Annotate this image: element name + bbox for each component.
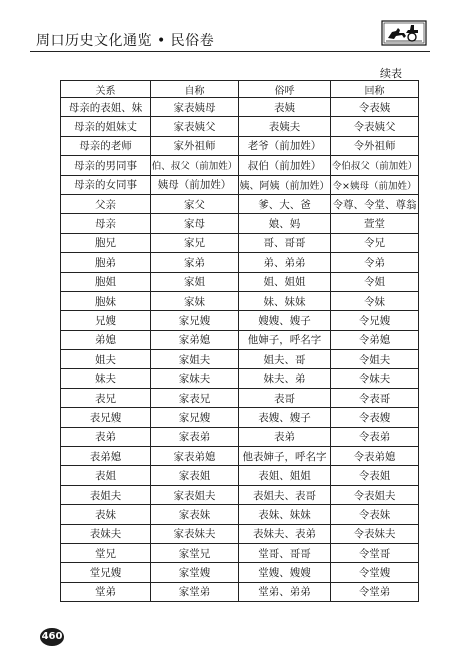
- self-reference-cell: 家兄嫂: [151, 408, 239, 427]
- reply-address-cell: 令堂嫂: [331, 563, 419, 582]
- column-header-self-reference: 自称: [151, 81, 239, 98]
- reply-address-cell: 令兄嫂: [331, 311, 419, 330]
- self-reference-cell: 家姐夫: [151, 350, 239, 369]
- self-reference-cell: 家表弟: [151, 427, 239, 446]
- reply-address-cell: 令表妹: [331, 505, 419, 524]
- reply-address-cell: 令×姨母（前加姓）: [331, 175, 419, 194]
- self-reference-cell: 家表姨母: [151, 98, 239, 117]
- table-row: [61, 214, 419, 233]
- reply-address-cell: 令姐: [331, 272, 419, 291]
- relation-cell: 表姐夫: [61, 485, 151, 504]
- common-address-cell: 表姨: [239, 98, 331, 117]
- horse-cart-logo-icon: [380, 18, 428, 48]
- reply-address-cell: 令伯叔父（前加姓）: [331, 156, 419, 175]
- common-address-cell: 姐、姐姐: [239, 272, 331, 291]
- table-row: [61, 466, 419, 485]
- relation-cell: 母亲的老师: [61, 136, 151, 155]
- table-row: [61, 175, 419, 194]
- table-row: [61, 350, 419, 369]
- header-rule: [30, 51, 430, 52]
- self-reference-cell: 伯、叔父（前加姓）: [151, 156, 239, 175]
- relation-cell: 表姐: [61, 466, 151, 485]
- relation-cell: 母亲: [61, 214, 151, 233]
- common-address-cell: 姨、阿姨（前加姓）: [239, 175, 331, 194]
- reply-address-cell: 令妹: [331, 291, 419, 310]
- self-reference-cell: 家表兄: [151, 388, 239, 407]
- column-header-common-address: 俗呼: [239, 81, 331, 98]
- relation-cell: 弟媳: [61, 330, 151, 349]
- reply-address-cell: 令表姨父: [331, 117, 419, 136]
- self-reference-cell: 家表妹夫: [151, 524, 239, 543]
- reply-address-cell: 令表姐夫: [331, 485, 419, 504]
- relation-cell: 堂弟: [61, 582, 151, 601]
- table-row: [61, 291, 419, 310]
- table-row: [61, 233, 419, 252]
- common-address-cell: 表嫂、嫂子: [239, 408, 331, 427]
- reply-address-cell: 令外祖师: [331, 136, 419, 155]
- table-header-row: [61, 81, 419, 98]
- table-row: [61, 427, 419, 446]
- reply-address-cell: 令妹夫: [331, 369, 419, 388]
- relation-cell: 胞弟: [61, 253, 151, 272]
- self-reference-cell: 家弟媳: [151, 330, 239, 349]
- reply-address-cell: 令表姨: [331, 98, 419, 117]
- table-row: [61, 330, 419, 349]
- table-row: [61, 447, 419, 466]
- relation-cell: 胞妹: [61, 291, 151, 310]
- reply-address-cell: 令表嫂: [331, 408, 419, 427]
- continued-label: 续表: [380, 67, 402, 80]
- relation-cell: 表兄嫂: [61, 408, 151, 427]
- common-address-cell: 表妹夫、表弟: [239, 524, 331, 543]
- relation-cell: 兄嫂: [61, 311, 151, 330]
- table-row: [61, 311, 419, 330]
- table-row: [61, 505, 419, 524]
- common-address-cell: 表妹、妹妹: [239, 505, 331, 524]
- common-address-cell: 叔伯（前加姓）: [239, 156, 331, 175]
- reply-address-cell: 令表弟: [331, 427, 419, 446]
- reply-address-cell: 令堂弟: [331, 582, 419, 601]
- reply-address-cell: 令姐夫: [331, 350, 419, 369]
- kinship-terms-table: [60, 80, 419, 602]
- relation-cell: 母亲的男同事: [61, 156, 151, 175]
- common-address-cell: 他表婶子，呼名字: [239, 447, 331, 466]
- column-header-reply-address: 回称: [331, 81, 419, 98]
- table-row: [61, 369, 419, 388]
- self-reference-cell: 家表姨父: [151, 117, 239, 136]
- self-reference-cell: 家堂弟: [151, 582, 239, 601]
- self-reference-cell: 家妹夫: [151, 369, 239, 388]
- table-row: [61, 117, 419, 136]
- table-row: [61, 543, 419, 562]
- table-row: [61, 156, 419, 175]
- common-address-cell: 他婶子，呼名字: [239, 330, 331, 349]
- table-row: [61, 272, 419, 291]
- self-reference-cell: 家妹: [151, 291, 239, 310]
- self-reference-cell: 家表妹: [151, 505, 239, 524]
- kinship-table-container: [60, 80, 418, 602]
- reply-address-cell: 令表弟媳: [331, 447, 419, 466]
- self-reference-cell: 家堂嫂: [151, 563, 239, 582]
- page-header: [0, 0, 450, 56]
- relation-cell: 姐夫: [61, 350, 151, 369]
- relation-cell: 表弟: [61, 427, 151, 446]
- common-address-cell: 表弟: [239, 427, 331, 446]
- table-row: [61, 136, 419, 155]
- page-number-badge: 460: [40, 628, 64, 646]
- table-row: [61, 563, 419, 582]
- common-address-cell: 表哥: [239, 388, 331, 407]
- self-reference-cell: 家兄嫂: [151, 311, 239, 330]
- self-reference-cell: 家表姐: [151, 466, 239, 485]
- relation-cell: 胞姐: [61, 272, 151, 291]
- self-reference-cell: 家弟: [151, 253, 239, 272]
- self-reference-cell: 家堂兄: [151, 543, 239, 562]
- self-reference-cell: 姨母（前加姓）: [151, 175, 239, 194]
- common-address-cell: 堂弟、弟弟: [239, 582, 331, 601]
- common-address-cell: 哥、哥哥: [239, 233, 331, 252]
- reply-address-cell: 令表哥: [331, 388, 419, 407]
- book-title: 周口历史文化通览 • 民俗卷: [36, 33, 215, 49]
- common-address-cell: 表姨夫: [239, 117, 331, 136]
- reply-address-cell: 令表妹夫: [331, 524, 419, 543]
- common-address-cell: 爹、大、爸: [239, 194, 331, 213]
- column-header-relation: 关系: [61, 81, 151, 98]
- reply-address-cell: 令尊、令堂、尊翁: [331, 194, 419, 213]
- relation-cell: 胞兄: [61, 233, 151, 252]
- table-row: [61, 408, 419, 427]
- relation-cell: 表妹: [61, 505, 151, 524]
- relation-cell: 堂兄: [61, 543, 151, 562]
- relation-cell: 母亲的表姐、妹: [61, 98, 151, 117]
- reply-address-cell: 令表姐: [331, 466, 419, 485]
- common-address-cell: 妹夫、弟: [239, 369, 331, 388]
- reply-address-cell: 令弟: [331, 253, 419, 272]
- self-reference-cell: 家表弟媳: [151, 447, 239, 466]
- reply-address-cell: 令弟媳: [331, 330, 419, 349]
- common-address-cell: 表姐、姐姐: [239, 466, 331, 485]
- table-row: [61, 98, 419, 117]
- self-reference-cell: 家姐: [151, 272, 239, 291]
- table-row: [61, 485, 419, 504]
- relation-cell: 母亲的女同事: [61, 175, 151, 194]
- relation-cell: 堂兄嫂: [61, 563, 151, 582]
- common-address-cell: 堂嫂、嫂嫂: [239, 563, 331, 582]
- self-reference-cell: 家母: [151, 214, 239, 233]
- self-reference-cell: 家父: [151, 194, 239, 213]
- table-body: [61, 98, 419, 602]
- table-row: [61, 582, 419, 601]
- common-address-cell: 嫂嫂、嫂子: [239, 311, 331, 330]
- self-reference-cell: 家兄: [151, 233, 239, 252]
- relation-cell: 母亲的姐妹丈: [61, 117, 151, 136]
- common-address-cell: 娘、妈: [239, 214, 331, 233]
- relation-cell: 父亲: [61, 194, 151, 213]
- reply-address-cell: 令堂哥: [331, 543, 419, 562]
- table-row: [61, 194, 419, 213]
- table-row: [61, 388, 419, 407]
- common-address-cell: 堂哥、哥哥: [239, 543, 331, 562]
- common-address-cell: 妹、妹妹: [239, 291, 331, 310]
- table-row: [61, 253, 419, 272]
- relation-cell: 表弟媳: [61, 447, 151, 466]
- common-address-cell: 弟、弟弟: [239, 253, 331, 272]
- table-row: [61, 524, 419, 543]
- common-address-cell: 表姐夫、表哥: [239, 485, 331, 504]
- common-address-cell: 姐夫、哥: [239, 350, 331, 369]
- self-reference-cell: 家表姐夫: [151, 485, 239, 504]
- relation-cell: 表兄: [61, 388, 151, 407]
- reply-address-cell: 令兄: [331, 233, 419, 252]
- common-address-cell: 老爷（前加姓）: [239, 136, 331, 155]
- relation-cell: 妹夫: [61, 369, 151, 388]
- reply-address-cell: 萱堂: [331, 214, 419, 233]
- self-reference-cell: 家外祖师: [151, 136, 239, 155]
- relation-cell: 表妹夫: [61, 524, 151, 543]
